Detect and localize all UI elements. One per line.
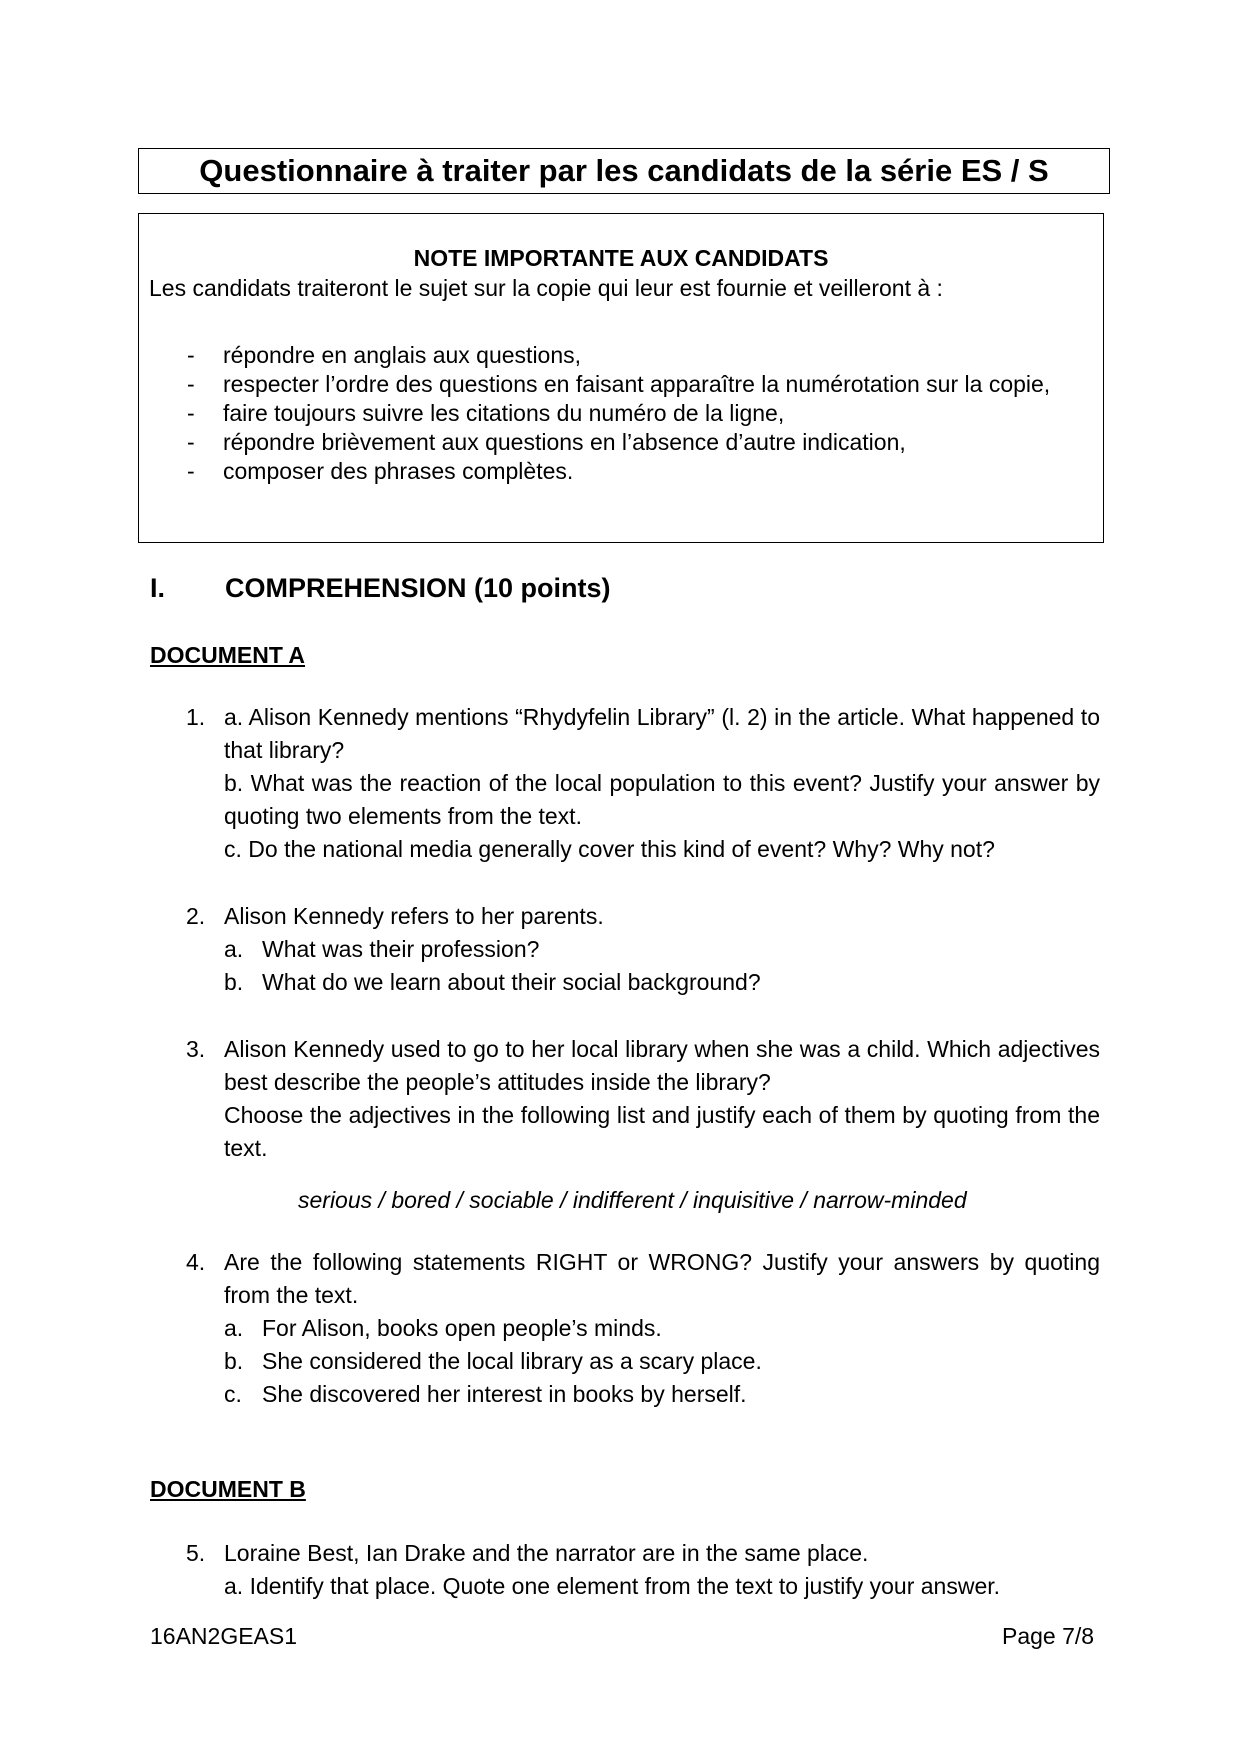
note-item-text: faire toujours suivre les citations du numéro de la ligne, (223, 400, 785, 426)
question-1 (186, 701, 1100, 866)
note-item-text: répondre brièvement aux questions en l’absence d’autre indication, (223, 429, 906, 455)
question-3 (186, 1033, 1100, 1165)
question-4b (224, 1345, 1100, 1378)
question-1b: b. What was the reaction of the local population to this event? Justify your answer by quoting two elements from the text. (224, 770, 1100, 829)
note-item-text: répondre en anglais aux questions, (223, 342, 582, 368)
document-a-heading: DOCUMENT A (150, 642, 306, 668)
note-intro: Les candidats traiteront le sujet sur la copie qui leur est fournie et veilleront à : (149, 275, 943, 301)
section-title: COMPREHENSION (10 points) (225, 573, 611, 603)
note-item (187, 458, 1091, 484)
section-number: I. (150, 573, 166, 603)
question-2b (224, 966, 1100, 999)
question-4c (224, 1378, 1100, 1411)
question-4a (224, 1312, 1100, 1345)
page-number: Page 7/8 (1002, 1623, 1095, 1649)
section-heading (150, 572, 611, 604)
question-number: 3. (186, 1036, 206, 1062)
sub-text: What was their profession? (262, 936, 540, 962)
note-item-text: composer des phrases complètes. (223, 458, 574, 484)
question-1a: a. Alison Kennedy mentions “Rhydyfelin Library” (l. 2) in the article. What happened to that library? (224, 704, 1100, 763)
note-title: NOTE IMPORTANTE AUX CANDIDATS (413, 245, 829, 271)
page-title: Questionnaire à traiter par les candidats de la série ES / S (138, 148, 1110, 194)
dash-bullet: - (187, 458, 195, 484)
question-4 (186, 1246, 1100, 1411)
sub-text: She considered the local library as a scary place. (262, 1348, 762, 1374)
document-b-heading: DOCUMENT B (150, 1476, 306, 1502)
sub-text: She discovered her interest in books by herself. (262, 1381, 747, 1407)
sub-letter: b. (224, 969, 244, 995)
question-3-instruction: Choose the adjectives in the following list and justify each of them by quoting from the text. (224, 1102, 1100, 1161)
note-item (187, 400, 1091, 426)
note-item (187, 371, 1091, 397)
important-note-box (138, 213, 1104, 543)
note-list (187, 342, 1091, 487)
question-1c: c. Do the national media generally cover this kind of event? Why? Why not? (224, 836, 995, 862)
dash-bullet: - (187, 371, 195, 397)
adjective-list: serious / bored / sociable / indifferent / inquisitive / narrow-minded (298, 1187, 967, 1213)
question-4-text: Are the following statements RIGHT or WRONG? Justify your answers by quoting from the text. (224, 1249, 1100, 1308)
question-number: 4. (186, 1249, 206, 1275)
question-2 (186, 900, 1100, 999)
dash-bullet: - (187, 400, 195, 426)
note-item (187, 429, 1091, 455)
question-2-text: Alison Kennedy refers to her parents. (224, 903, 604, 929)
note-item-text: respecter l’ordre des questions en faisant apparaître la numérotation sur la copie, (223, 371, 1051, 397)
note-item (187, 342, 1091, 368)
question-5 (186, 1537, 1100, 1603)
sub-letter: b. (224, 1348, 244, 1374)
sub-text: For Alison, books open people’s minds. (262, 1315, 662, 1341)
question-3-text: Alison Kennedy used to go to her local library when she was a child. Which adjectives best describe the people’s attitudes inside the library? (224, 1036, 1100, 1095)
exam-code: 16AN2GEAS1 (150, 1623, 298, 1649)
dash-bullet: - (187, 429, 195, 455)
sub-letter: a. (224, 1315, 244, 1341)
question-number: 5. (186, 1540, 206, 1566)
sub-text: What do we learn about their social background? (262, 969, 761, 995)
sub-letter: a. (224, 936, 244, 962)
dash-bullet: - (187, 342, 195, 368)
question-number: 1. (186, 704, 206, 730)
question-5-text: Loraine Best, Ian Drake and the narrator are in the same place. (224, 1540, 869, 1566)
question-number: 2. (186, 903, 206, 929)
question-5a: a. Identify that place. Quote one element from the text to justify your answer. (224, 1573, 1001, 1599)
sub-letter: c. (224, 1381, 242, 1407)
question-2a (224, 933, 1100, 966)
